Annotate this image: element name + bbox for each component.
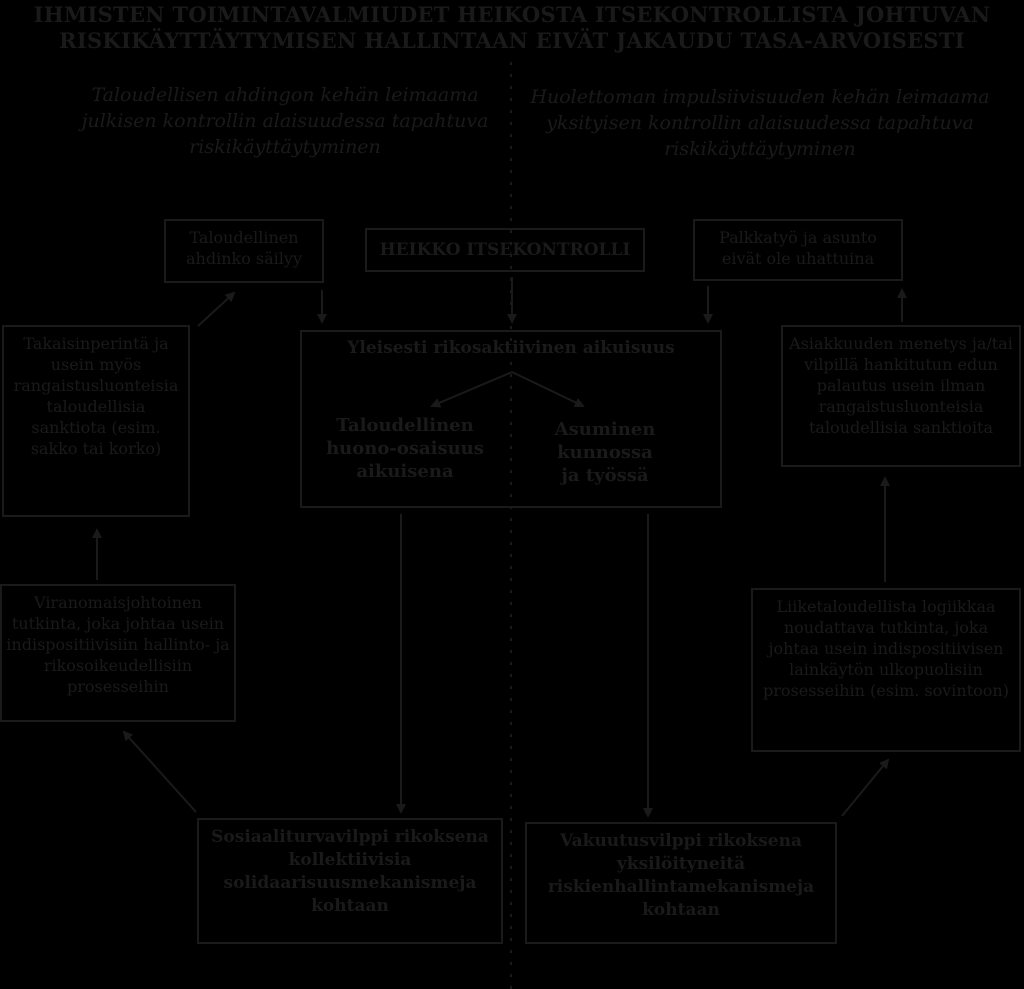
inner-housing-and-work: Asuminen kunnossa ja työssä	[554, 419, 656, 486]
box-social-security-fraud-text: Sosiaaliturvavilppi rikoksena kollektiivisia solidaarisuusmekanismeja kohtaan	[211, 827, 489, 916]
box-customer-loss-text: Asiakkuuden menetys ja/tai vilpillä hankitutun edun palautus usein ilman rangaistusluonteisia taloudellisia sanktioita	[789, 334, 1013, 437]
box-business-investigation-text: Liiketaloudellista logiikkaa noudattava tutkinta, joka johtaa usein indispositiivisen lainkäytön ulkopuolisiin prosesseihin (esim. sovintoon)	[763, 597, 1009, 700]
title-line-1: IHMISTEN TOIMINTAVALMIUDET HEIKOSTA ITSEKONTROLLISTA JOHTUVAN	[33, 2, 991, 27]
box-authority-investigation-text: Viranomaisjohtoinen tutkinta, joka johtaa usein indispositiivisiin hallinto- ja rikosoikeudellisiin prosesseihin	[6, 593, 230, 696]
inner-economic-disadvantage: Taloudellinen huono-osaisuus aikuisena	[326, 415, 484, 482]
arrow-social-to-authority	[124, 732, 196, 812]
box-crime-active-title: Yleisesti rikosaktiivinen aikuisuus	[347, 338, 675, 358]
box-weak-self-control-text: HEIKKO ITSEKONTROLLI	[379, 239, 631, 260]
right-heading: Huolettoman impulsiivisuuden kehän leimaama yksityisen kontrollin alaisuudessa tapahtuva riskikäyttäytyminen	[530, 86, 990, 160]
arrow-split-right	[512, 372, 583, 406]
title-line-2: RISKIKÄYTTÄYTYMISEN HALLINTAAN EIVÄT JAKAUDU TASA-ARVOISESTI	[59, 28, 965, 53]
arrow-insurance-to-business	[842, 760, 888, 816]
arrow-split-left	[432, 372, 512, 406]
box-economic-distress-text: Taloudellinen ahdinko säilyy	[186, 228, 302, 268]
box-recovery-sanctions-text: Takaisinperintä ja usein myös rangaistusluonteisia taloudellisia sanktiota (esim. sakko tai korko)	[13, 334, 179, 458]
box-wage-housing-text: Palkkatyö ja asunto eivät ole uhattuina	[719, 228, 877, 268]
arrow-recovery-to-distress	[198, 293, 234, 326]
box-insurance-fraud-text: Vakuutusvilppi rikoksena yksilöityneitä riskienhallintamekanismeja kohtaan	[547, 831, 815, 920]
left-heading: Taloudellisen ahdingon kehän leimaama julkisen kontrollin alaisuudessa tapahtuva riskikäyttäytyminen	[81, 84, 489, 158]
